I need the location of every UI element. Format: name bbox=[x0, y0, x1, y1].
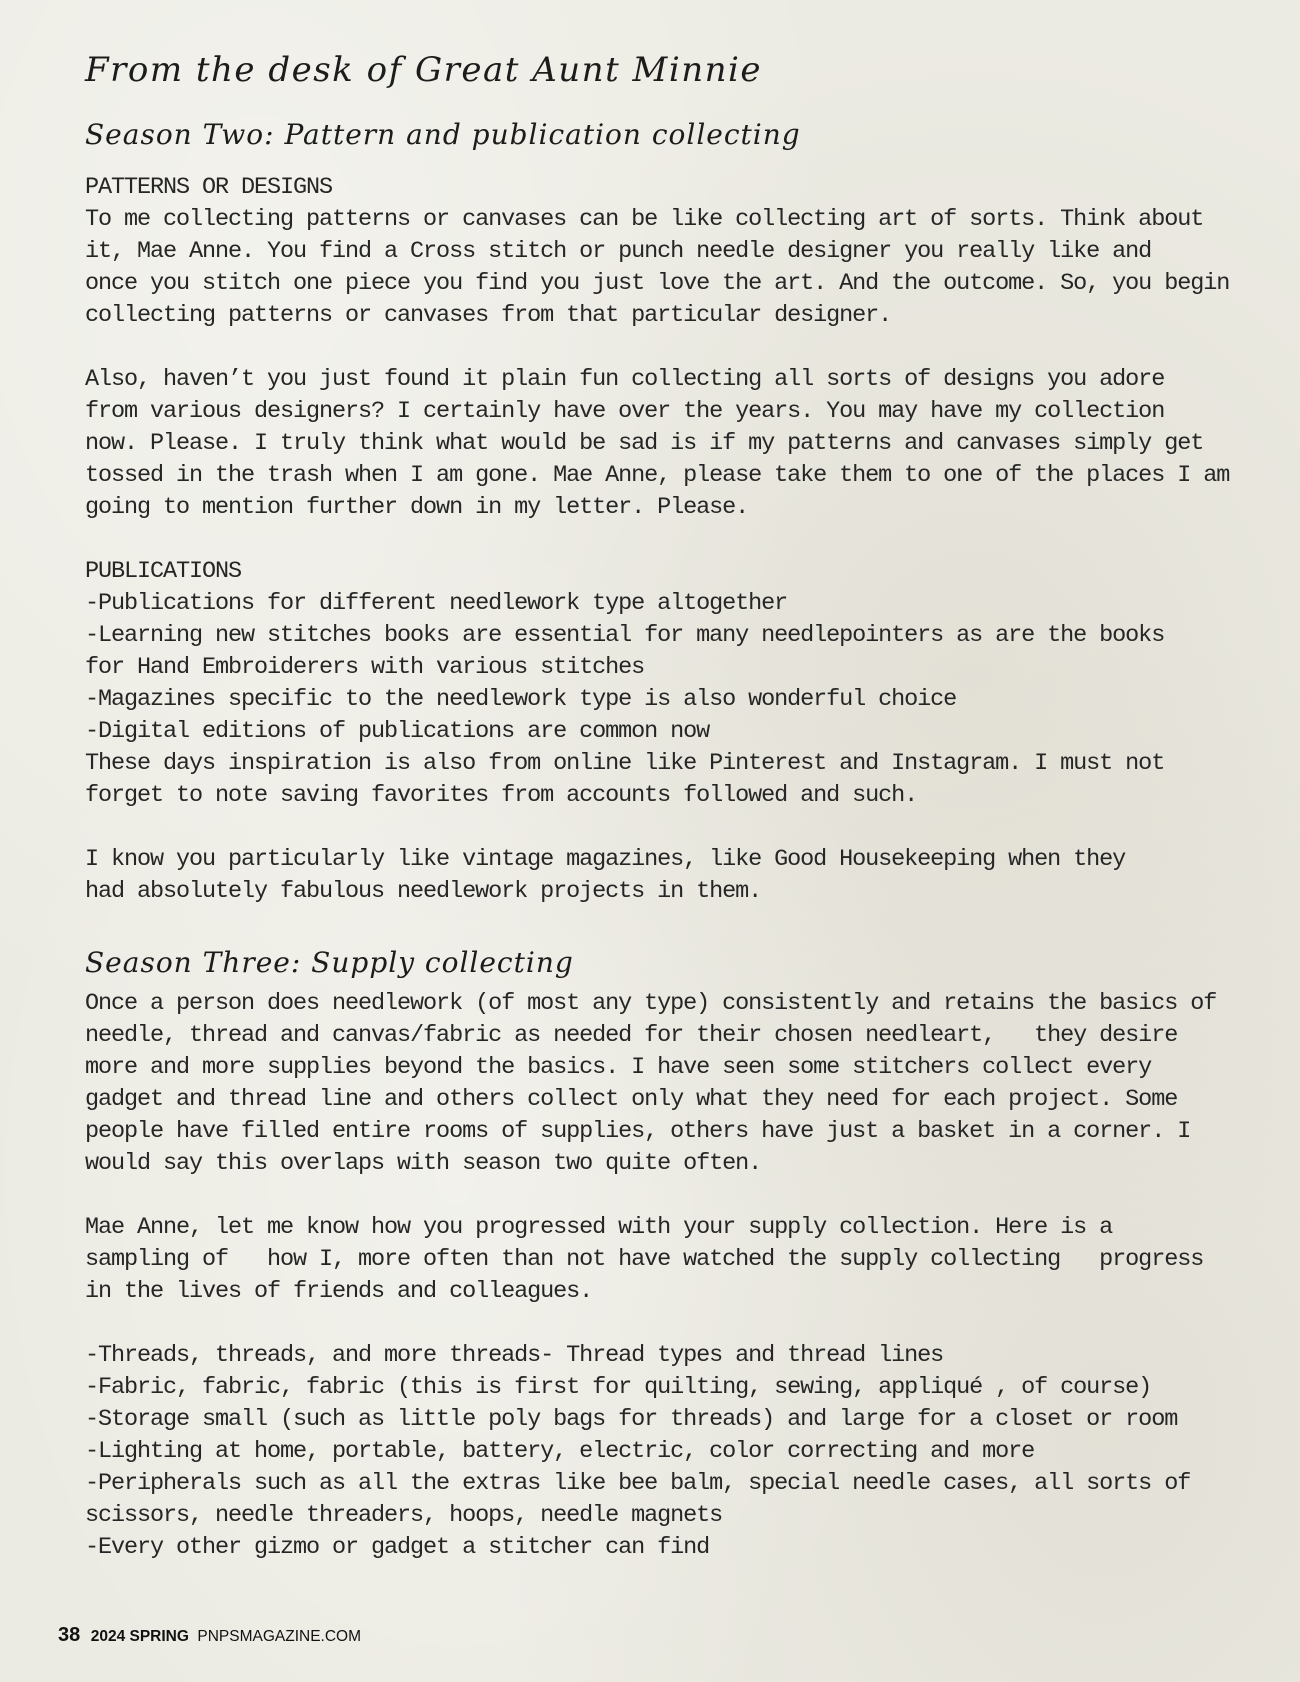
issue-label: 2024 SPRING bbox=[90, 1628, 189, 1645]
text-line: from various designers? I certainly have over the years. You may have my collection bbox=[85, 398, 1165, 425]
text-line: sampling of how I, more often than not have watched the supply collecting progress bbox=[85, 1246, 1204, 1273]
page-title: From the desk of Great Aunt Minnie bbox=[85, 50, 763, 90]
text-line bbox=[85, 524, 1229, 556]
text-line: -Every other gizmo or gadget a stitcher can find bbox=[85, 1534, 710, 1561]
text-line: -Storage small (such as little poly bags for threads) and large for a closet or room bbox=[85, 1406, 1178, 1433]
text-line: going to mention further down in my letter. Please. bbox=[85, 494, 749, 521]
text-line: scissors, needle threaders, hoops, needle magnets bbox=[85, 1502, 723, 1529]
text-line: -Publications for different needlework type altogether bbox=[85, 590, 788, 617]
text-line: people have filled entire rooms of supplies, others have just a basket in a corner. I bbox=[85, 1118, 1191, 1145]
text-line: These days inspiration is also from online like Pinterest and Instagram. I must not bbox=[85, 750, 1165, 777]
text-line bbox=[85, 1180, 1216, 1212]
page-footer bbox=[58, 1624, 361, 1647]
website-link[interactable]: PNPSMAGAZINE.COM bbox=[197, 1628, 362, 1645]
text-line: had absolutely fabulous needlework projects in them. bbox=[85, 878, 762, 905]
section-heading-season-two: Season Two: Pattern and publication collecting bbox=[85, 118, 801, 151]
text-line bbox=[85, 812, 1229, 844]
text-line: -Digital editions of publications are common now bbox=[85, 718, 710, 745]
text-line: PATTERNS OR DESIGNS bbox=[85, 174, 333, 201]
text-line: now. Please. I truly think what would be sad is if my patterns and canvases simply get bbox=[85, 430, 1204, 457]
section-heading-season-three: Season Three: Supply collecting bbox=[85, 946, 574, 979]
text-line: -Lighting at home, portable, battery, electric, color correcting and more bbox=[85, 1438, 1035, 1465]
text-line: -Magazines specific to the needlework type is also wonderful choice bbox=[85, 686, 957, 713]
text-line: Mae Anne, let me know how you progressed with your supply collection. Here is a bbox=[85, 1214, 1113, 1241]
text-line: Once a person does needlework (of most any type) consistently and retains the basics of bbox=[85, 990, 1217, 1017]
page-number: 38 bbox=[58, 1624, 81, 1646]
letter-body-season-three bbox=[85, 988, 1216, 1564]
text-line bbox=[85, 332, 1229, 364]
text-line: I know you particularly like vintage magazines, like Good Housekeeping when they bbox=[85, 846, 1126, 873]
text-line: would say this overlaps with season two quite often. bbox=[85, 1150, 762, 1177]
text-line: To me collecting patterns or canvases can be like collecting art of sorts. Think about bbox=[85, 206, 1204, 233]
text-line: -Learning new stitches books are essential for many needlepointers as are the books bbox=[85, 622, 1165, 649]
text-line: forget to note saving favorites from accounts followed and such. bbox=[85, 782, 918, 809]
text-line: for Hand Embroiderers with various stitches bbox=[85, 654, 645, 681]
text-line: once you stitch one piece you find you just love the art. And the outcome. So, you begin bbox=[85, 270, 1230, 297]
text-line bbox=[85, 1308, 1216, 1340]
text-line: tossed in the trash when I am gone. Mae Anne, please take them to one of the places I am bbox=[85, 462, 1230, 489]
text-line: needle, thread and canvas/fabric as needed for their chosen needleart, they desire bbox=[85, 1022, 1178, 1049]
text-line: PUBLICATIONS bbox=[85, 558, 242, 585]
text-line: more and more supplies beyond the basics. I have seen some stitchers collect every bbox=[85, 1054, 1152, 1081]
text-line: -Fabric, fabric, fabric (this is first for quilting, sewing, appliqué , of course) bbox=[85, 1374, 1152, 1401]
text-line: it, Mae Anne. You find a Cross stitch or punch needle designer you really like and bbox=[85, 238, 1152, 265]
letter-body-season-two bbox=[85, 172, 1229, 908]
text-line: in the lives of friends and colleagues. bbox=[85, 1278, 593, 1305]
text-line: collecting patterns or canvases from that particular designer. bbox=[85, 302, 892, 329]
text-line: gadget and thread line and others collect only what they need for each project. Some bbox=[85, 1086, 1178, 1113]
text-line: -Threads, threads, and more threads- Thread types and thread lines bbox=[85, 1342, 944, 1369]
text-line: -Peripherals such as all the extras like bee balm, special needle cases, all sorts of bbox=[85, 1470, 1191, 1497]
text-line: Also, haven’t you just found it plain fun collecting all sorts of designs you adore bbox=[85, 366, 1165, 393]
